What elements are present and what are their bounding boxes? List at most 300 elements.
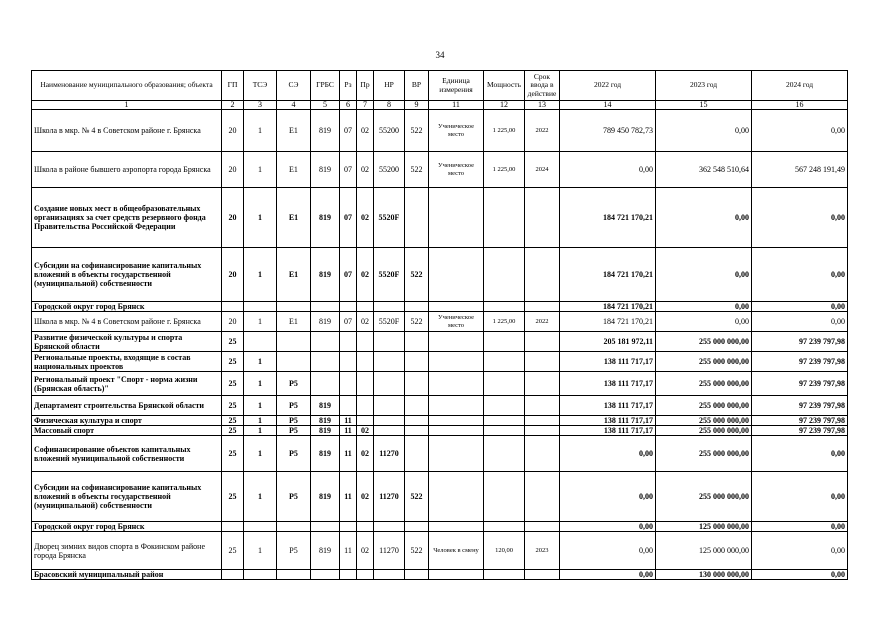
table-cell: 1 [244, 110, 277, 152]
table-cell: 97 239 797,98 [752, 426, 848, 436]
table-cell [525, 248, 560, 302]
table-cell: 2024 год [752, 71, 848, 101]
table-row [32, 436, 848, 472]
table-cell: 02 [357, 436, 374, 472]
table-cell [244, 522, 277, 532]
table-cell: Школа в районе бывшего аэропорта города Брянска [32, 152, 222, 188]
table-cell: 819 [311, 436, 340, 472]
table-cell: Развитие физической культуры и спорта Брянской области [32, 332, 222, 352]
table-cell: Дворец зимних видов спорта в Фокинском районе города Брянска [32, 532, 222, 570]
table-cell: 819 [311, 152, 340, 188]
table-cell [429, 352, 484, 372]
table-cell: 02 [357, 188, 374, 248]
table-cell: 20 [222, 110, 244, 152]
table-cell: 02 [357, 152, 374, 188]
table-cell: 25 [222, 332, 244, 352]
table-cell [340, 352, 357, 372]
table-cell: 1 [244, 352, 277, 372]
table-cell [374, 416, 405, 426]
table-cell [405, 396, 429, 416]
table-cell [484, 570, 525, 580]
table-row [32, 426, 848, 436]
table-cell [525, 522, 560, 532]
table-cell [374, 570, 405, 580]
table-cell: 20 [222, 248, 244, 302]
table-cell [340, 522, 357, 532]
table-cell [222, 570, 244, 580]
table-cell: 25 [222, 352, 244, 372]
table-cell: Единица измерения [429, 71, 484, 101]
table-cell: 819 [311, 426, 340, 436]
table-cell: Субсидии на софинансирование капитальных вложений в объекты государственной (муниципальной) собственности [32, 248, 222, 302]
table-cell: 2024 [525, 152, 560, 188]
table-cell [429, 472, 484, 522]
table-cell: 0,00 [752, 110, 848, 152]
table-cell: 11 [340, 472, 357, 522]
table-cell [525, 436, 560, 472]
table-cell: Субсидии на софинансирование капитальных вложений в объекты государственной (муниципальной) собственности [32, 472, 222, 522]
table-cell [357, 372, 374, 396]
table-cell: 8 [374, 101, 405, 110]
table-row [32, 302, 848, 312]
table-cell: 11 [340, 436, 357, 472]
table-cell: 255 000 000,00 [656, 396, 752, 416]
table-cell [374, 332, 405, 352]
table-cell [222, 302, 244, 312]
table-cell [340, 372, 357, 396]
table-cell: 1 [244, 472, 277, 522]
table-cell: 11270 [374, 532, 405, 570]
table-cell: 184 721 170,21 [560, 302, 656, 312]
table-cell: 97 239 797,98 [752, 396, 848, 416]
table-cell: 11270 [374, 436, 405, 472]
table-cell: 138 111 717,17 [560, 426, 656, 436]
table-cell [429, 570, 484, 580]
table-cell: 0,00 [656, 302, 752, 312]
table-cell: Р5 [277, 426, 311, 436]
table-cell: 125 000 000,00 [656, 522, 752, 532]
table-cell: 0,00 [560, 472, 656, 522]
table-cell: 819 [311, 396, 340, 416]
table-cell: 55200 [374, 152, 405, 188]
table-cell: 0,00 [752, 188, 848, 248]
table-cell: ГП [222, 71, 244, 101]
table-cell [374, 396, 405, 416]
table-cell: 25 [222, 532, 244, 570]
table-cell [374, 302, 405, 312]
table-cell: Е1 [277, 312, 311, 332]
table-cell: Человек в смену [429, 532, 484, 570]
table-cell: 11 [340, 532, 357, 570]
table-cell [405, 332, 429, 352]
table-cell [357, 396, 374, 416]
header-row [32, 71, 848, 101]
table-cell: 0,00 [752, 522, 848, 532]
table-cell [405, 522, 429, 532]
table-cell: 1 [244, 416, 277, 426]
table-cell [357, 522, 374, 532]
table-cell: 5 [311, 101, 340, 110]
table-cell: Е1 [277, 188, 311, 248]
table-row [32, 396, 848, 416]
table-cell: 819 [311, 312, 340, 332]
table-cell: 819 [311, 416, 340, 426]
table-cell: Городской округ город Брянск [32, 522, 222, 532]
table-cell: 7 [357, 101, 374, 110]
table-cell: Наименование муниципального образования; объекта [32, 71, 222, 101]
table-cell: 0,00 [752, 248, 848, 302]
table-cell [429, 372, 484, 396]
table-cell: 0,00 [752, 472, 848, 522]
table-cell: 9 [405, 101, 429, 110]
table-cell: 255 000 000,00 [656, 436, 752, 472]
table-cell: 138 111 717,17 [560, 396, 656, 416]
table-cell: Ученическое место [429, 110, 484, 152]
table-cell: 02 [357, 426, 374, 436]
table-cell: 184 721 170,21 [560, 312, 656, 332]
table-cell [429, 522, 484, 532]
table-cell: 1 [244, 532, 277, 570]
table-cell [357, 332, 374, 352]
table-cell: Департамент строительства Брянской области [32, 396, 222, 416]
table-cell [277, 570, 311, 580]
table-cell: Региональные проекты, входящие в состав национальных проектов [32, 352, 222, 372]
table-cell: 1 [244, 396, 277, 416]
table-cell [525, 426, 560, 436]
table-cell: 567 248 191,49 [752, 152, 848, 188]
table-row [32, 352, 848, 372]
table-cell: 184 721 170,21 [560, 188, 656, 248]
table-cell: 5520F [374, 188, 405, 248]
table-cell: 522 [405, 110, 429, 152]
table-cell: 12 [484, 101, 525, 110]
table-cell: 138 111 717,17 [560, 416, 656, 426]
table-cell: 11 [340, 426, 357, 436]
table-cell [357, 352, 374, 372]
table-cell: 02 [357, 312, 374, 332]
table-cell: 11 [429, 101, 484, 110]
table-cell: 3 [244, 101, 277, 110]
table-cell: 25 [222, 436, 244, 472]
table-cell [429, 396, 484, 416]
table-cell: 11 [340, 416, 357, 426]
table-cell: 120,00 [484, 532, 525, 570]
table-cell [374, 372, 405, 396]
table-cell: Р5 [277, 472, 311, 522]
table-cell [405, 426, 429, 436]
table-cell: Создание новых мест в общеобразовательных организациях за счет средств резервного фонда Правительства Российской Федерации [32, 188, 222, 248]
table-cell [405, 570, 429, 580]
table-cell [311, 570, 340, 580]
table-cell: 1 225,00 [484, 110, 525, 152]
table-cell: Школа в мкр. № 4 в Советском районе г. Брянска [32, 312, 222, 332]
table-cell: 255 000 000,00 [656, 472, 752, 522]
table-cell: 819 [311, 188, 340, 248]
column-number-row [32, 101, 848, 110]
table-row [32, 372, 848, 396]
table-cell: 0,00 [752, 302, 848, 312]
table-cell: 14 [560, 101, 656, 110]
table-cell: 25 [222, 426, 244, 436]
table-cell: 522 [405, 472, 429, 522]
table-cell: 138 111 717,17 [560, 372, 656, 396]
table-cell [311, 352, 340, 372]
table-cell [244, 302, 277, 312]
table-cell [277, 522, 311, 532]
table-cell: 1 [244, 152, 277, 188]
table-row [32, 472, 848, 522]
table-cell: 25 [222, 372, 244, 396]
table-cell: 97 239 797,98 [752, 416, 848, 426]
table-cell [484, 522, 525, 532]
table-cell: 255 000 000,00 [656, 416, 752, 426]
table-row [32, 416, 848, 426]
table-cell [484, 436, 525, 472]
table-cell [525, 372, 560, 396]
table-cell: 1 225,00 [484, 152, 525, 188]
table-cell: 2022 [525, 312, 560, 332]
table-cell [357, 302, 374, 312]
table-cell: 0,00 [560, 570, 656, 580]
table-cell: 07 [340, 110, 357, 152]
table-cell [277, 352, 311, 372]
table-cell [525, 416, 560, 426]
table-cell: Физическая культура и спорт [32, 416, 222, 426]
table-cell [484, 188, 525, 248]
table-cell: 02 [357, 110, 374, 152]
table-cell: 1 225,00 [484, 312, 525, 332]
table-cell [525, 396, 560, 416]
table-cell [311, 332, 340, 352]
table-row [32, 312, 848, 332]
table-cell: 1 [32, 101, 222, 110]
table-cell: ВР [405, 71, 429, 101]
table-cell: Пр [357, 71, 374, 101]
table-cell: Массовый спорт [32, 426, 222, 436]
table-cell [484, 302, 525, 312]
table-cell: Рз [340, 71, 357, 101]
table-cell: Ученическое место [429, 312, 484, 332]
table-cell: 1 [244, 312, 277, 332]
table-cell [484, 416, 525, 426]
table-cell [311, 302, 340, 312]
table-cell [484, 372, 525, 396]
table-cell: Р5 [277, 372, 311, 396]
table-cell: 25 [222, 396, 244, 416]
table-cell [244, 332, 277, 352]
table-cell [429, 416, 484, 426]
table-cell [484, 472, 525, 522]
table-cell: 255 000 000,00 [656, 332, 752, 352]
table-cell: 0,00 [560, 152, 656, 188]
table-cell: 789 450 782,73 [560, 110, 656, 152]
table-row [32, 110, 848, 152]
table-cell: 07 [340, 312, 357, 332]
table-cell: 2022 [525, 110, 560, 152]
table-cell: 0,00 [560, 522, 656, 532]
table-cell: 97 239 797,98 [752, 352, 848, 372]
table-cell: 20 [222, 188, 244, 248]
table-cell: 02 [357, 472, 374, 522]
table-cell: 1 [244, 372, 277, 396]
table-cell: 0,00 [752, 570, 848, 580]
table-cell: 255 000 000,00 [656, 352, 752, 372]
table-cell: Срок ввода в действие [525, 71, 560, 101]
table-cell: Региональный проект "Спорт - норма жизни (Брянская область)" [32, 372, 222, 396]
table-row [32, 248, 848, 302]
table-cell: 07 [340, 188, 357, 248]
table-cell [311, 522, 340, 532]
table-cell: 1 [244, 436, 277, 472]
table-cell [357, 570, 374, 580]
table-cell: Р5 [277, 416, 311, 426]
page-number: 34 [435, 50, 445, 60]
table-cell [429, 436, 484, 472]
table-cell: ГРБС [311, 71, 340, 101]
table-cell: 13 [525, 101, 560, 110]
table-cell [357, 416, 374, 426]
table-cell [244, 570, 277, 580]
table-cell [277, 302, 311, 312]
table-cell [429, 332, 484, 352]
table-cell: 2 [222, 101, 244, 110]
table-cell [405, 188, 429, 248]
table-cell: Софинансирование объектов капитальных вложений муниципальной собственности [32, 436, 222, 472]
table-cell [340, 570, 357, 580]
table-cell [429, 426, 484, 436]
table-row [32, 570, 848, 580]
table-cell [405, 302, 429, 312]
table-cell: 2023 год [656, 71, 752, 101]
table-cell: Р5 [277, 532, 311, 570]
table-row [32, 152, 848, 188]
table-cell [340, 302, 357, 312]
table-cell: 0,00 [560, 436, 656, 472]
table-cell: 819 [311, 532, 340, 570]
table-cell: 97 239 797,98 [752, 372, 848, 396]
table-cell: 0,00 [752, 436, 848, 472]
table-cell: ТСЭ [244, 71, 277, 101]
table-cell: 25 [222, 472, 244, 522]
table-cell [277, 332, 311, 352]
table-cell: 0,00 [560, 532, 656, 570]
table-cell: 5520F [374, 312, 405, 332]
table-cell: 1 [244, 426, 277, 436]
table-row [32, 532, 848, 570]
table-cell: Р5 [277, 436, 311, 472]
table-cell: 97 239 797,98 [752, 332, 848, 352]
table-cell: 2022 год [560, 71, 656, 101]
table-cell [374, 522, 405, 532]
table-cell [405, 416, 429, 426]
table-cell [374, 426, 405, 436]
table-cell [405, 436, 429, 472]
table-cell: 07 [340, 152, 357, 188]
table-cell [340, 332, 357, 352]
table-cell: 1 [244, 248, 277, 302]
table-cell: 819 [311, 248, 340, 302]
table-cell: 2023 [525, 532, 560, 570]
table-cell: 255 000 000,00 [656, 372, 752, 396]
table-cell: 0,00 [656, 248, 752, 302]
table-cell [222, 522, 244, 532]
table-cell: 522 [405, 152, 429, 188]
table-cell: 20 [222, 152, 244, 188]
table-cell: 16 [752, 101, 848, 110]
table-cell: 130 000 000,00 [656, 570, 752, 580]
table-cell [311, 372, 340, 396]
table-cell: 4 [277, 101, 311, 110]
table-cell: 25 [222, 416, 244, 426]
table-cell: 20 [222, 312, 244, 332]
table-cell [429, 302, 484, 312]
table-cell: Е1 [277, 110, 311, 152]
table-cell [484, 426, 525, 436]
table-cell [484, 248, 525, 302]
table-cell: 5520F [374, 248, 405, 302]
table-cell: 07 [340, 248, 357, 302]
budget-table [31, 70, 848, 580]
table-cell: 819 [311, 472, 340, 522]
table-cell: СЭ [277, 71, 311, 101]
table-row [32, 522, 848, 532]
table-cell [429, 248, 484, 302]
table-cell: 15 [656, 101, 752, 110]
table-cell: 02 [357, 248, 374, 302]
table-cell: 1 [244, 188, 277, 248]
table-cell: 205 181 972,11 [560, 332, 656, 352]
table-cell [484, 352, 525, 372]
table-cell: 138 111 717,17 [560, 352, 656, 372]
table-cell [525, 302, 560, 312]
table-cell: 125 000 000,00 [656, 532, 752, 570]
table-row [32, 332, 848, 352]
table-cell: Мощность [484, 71, 525, 101]
table-cell [525, 570, 560, 580]
table-cell: 6 [340, 101, 357, 110]
table-cell [405, 372, 429, 396]
table-cell: 184 721 170,21 [560, 248, 656, 302]
table-cell: 522 [405, 248, 429, 302]
table-cell: 0,00 [656, 188, 752, 248]
table-cell: 819 [311, 110, 340, 152]
table-cell: Е1 [277, 152, 311, 188]
table-cell [525, 352, 560, 372]
table-cell: 255 000 000,00 [656, 426, 752, 436]
table-cell [525, 188, 560, 248]
table-cell: Городской округ город Брянск [32, 302, 222, 312]
table-cell: НР [374, 71, 405, 101]
table-cell [525, 332, 560, 352]
table-cell: 11270 [374, 472, 405, 522]
table-cell: 0,00 [752, 532, 848, 570]
table-cell: 522 [405, 312, 429, 332]
table-cell: 0,00 [752, 312, 848, 332]
table-cell [484, 332, 525, 352]
table-cell [525, 472, 560, 522]
table-cell: Школа в мкр. № 4 в Советском районе г. Брянска [32, 110, 222, 152]
table-cell: Брасовский муниципальный район [32, 570, 222, 580]
table-cell: Р5 [277, 396, 311, 416]
table-cell [405, 352, 429, 372]
table-cell: 0,00 [656, 312, 752, 332]
table-cell: 362 548 510,64 [656, 152, 752, 188]
table-cell [374, 352, 405, 372]
table-row [32, 188, 848, 248]
table-cell: 0,00 [656, 110, 752, 152]
table-cell: 522 [405, 532, 429, 570]
table-cell: 02 [357, 532, 374, 570]
